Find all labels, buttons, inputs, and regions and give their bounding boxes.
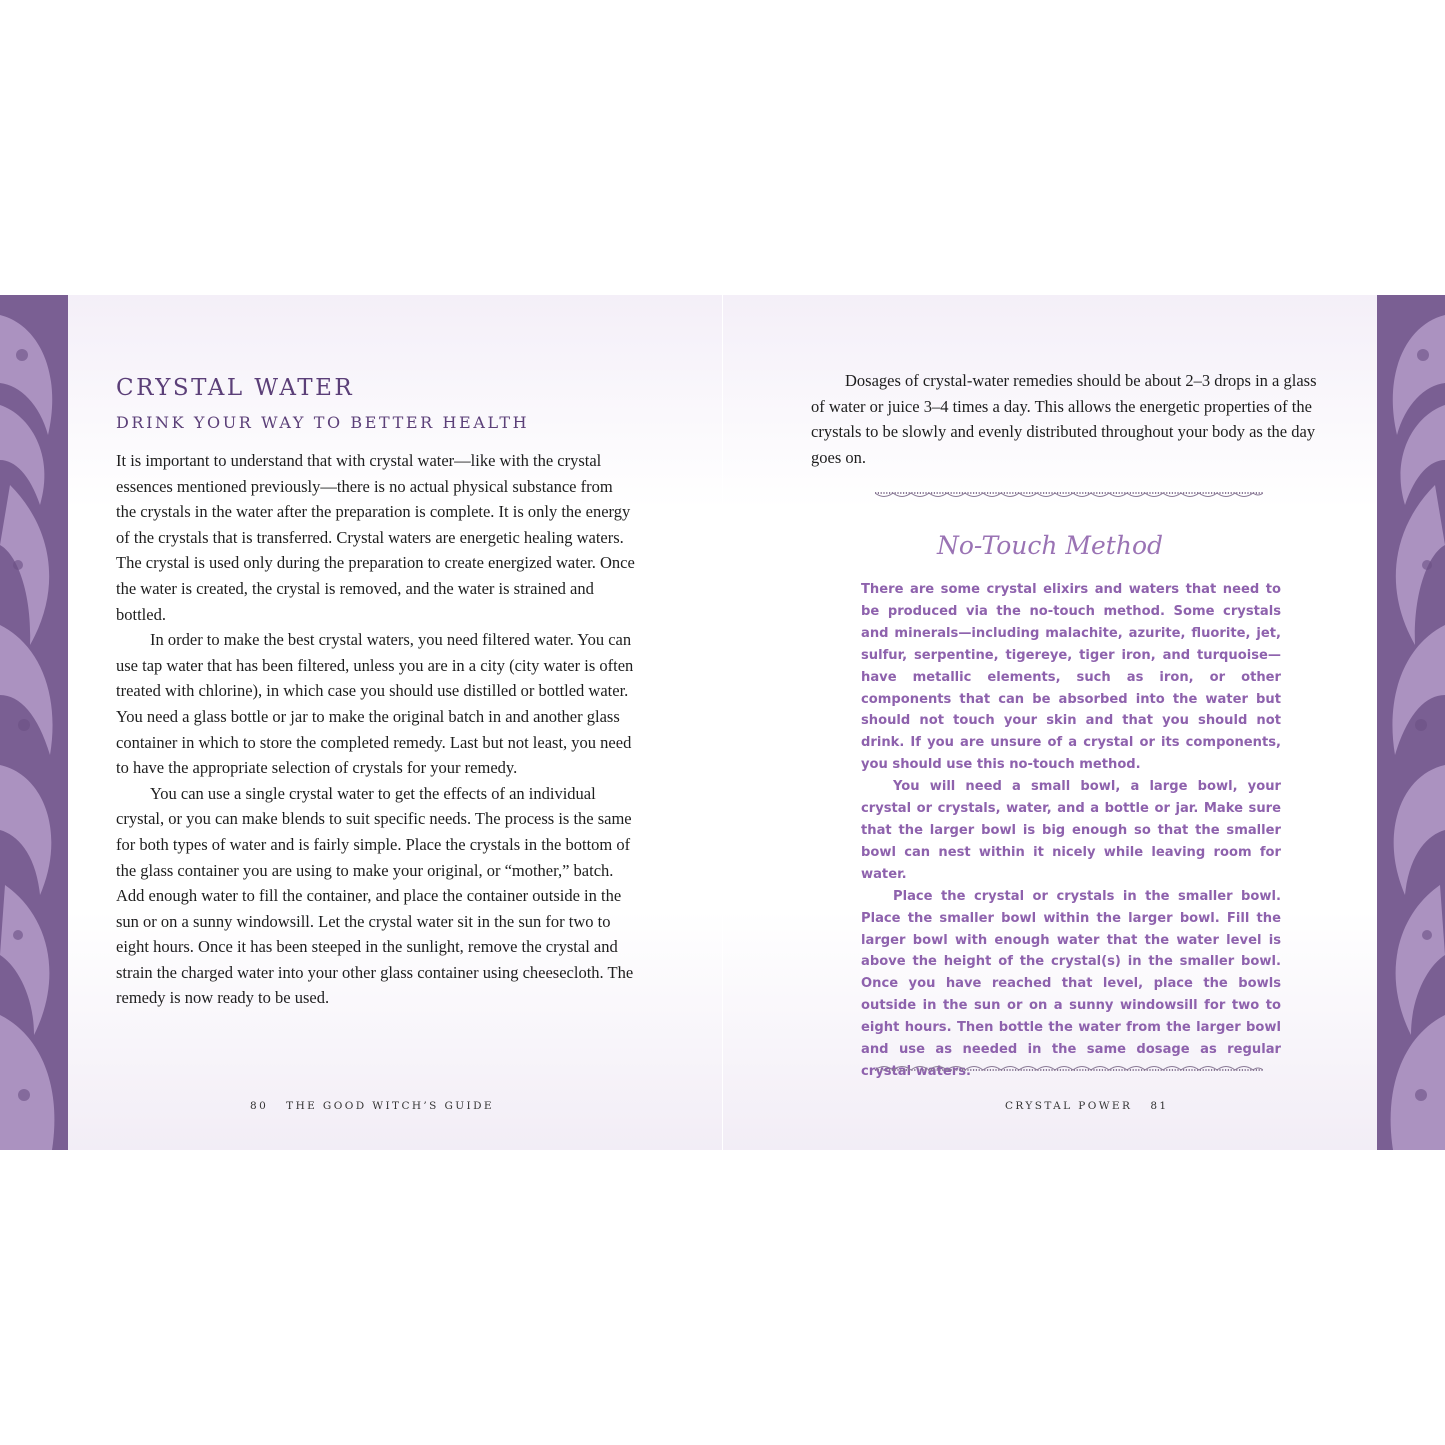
sidebar-paragraph: There are some crystal elixirs and waters that need to be produced via the no-touch method. Some crystals and minerals—including malachite, azurite, fluorite, jet, sulfur, serpentine, tigereye, tiger iron, and turquoise—have metallic elements, such as iron, or other components that can be absorbed into the water but should not touch your skin and that you should not drink. If you are unsure of a crystal or its components, you should use this no-touch method.: [861, 582, 1281, 773]
sidebar-paragraph: You will need a small bowl, a large bowl, your crystal or crystals, water, and a bottle or jar. Make sure that the larger bowl is big enough so that the smaller bowl can nest within it nicely while leaving room for water.: [861, 779, 1281, 882]
body-paragraph: Dosages of crystal-water remedies should be about 2–3 drops in a glass of water or juice 3–4 times a day. This allows the energetic properties of the crystals to be slowly and evenly distributed throughout your body as the day goes on.: [811, 371, 1317, 467]
left-body-text: [116, 448, 636, 1011]
leaf-pattern-left: [0, 295, 68, 1150]
body-paragraph: In order to make the best crystal waters, you need filtered water. You can use tap water that has been filtered, unless you are in a city (city water is often treated with chlorine), in which case you should use distilled or bottled water. You need a glass bottle or jar to make the original batch in and another glass container in which to store the completed remedy. Last but not least, you need to have the appropriate selection of crystals for your remedy.: [116, 630, 634, 778]
leaf-pattern-right: [1377, 295, 1445, 1150]
right-body-text: [811, 368, 1331, 470]
page-number: 81: [1150, 1100, 1169, 1112]
sidebar-body: [861, 579, 1281, 1083]
left-page: [68, 295, 722, 1150]
running-head: THE GOOD WITCH’S GUIDE: [286, 1100, 494, 1112]
sidebar-title: No-Touch Method: [936, 531, 1163, 560]
right-decorative-band: [1377, 295, 1445, 1150]
right-page: [723, 295, 1377, 1150]
right-folio: [987, 1100, 1168, 1112]
page-title: CRYSTAL WATER: [116, 375, 355, 401]
body-paragraph: It is important to understand that with crystal water—like with the crystal essences mentioned previously—there is no actual physical substance from the crystals in the water after the preparation is complete. It is only the energy of the crystals that is transferred. Crystal waters are energetic healing waters. The crystal is used only during the preparation to create energized water. Once the water is created, the crystal is removed, and the water is strained and bottled.: [116, 451, 635, 624]
page-number: 80: [250, 1100, 269, 1112]
book-spread: [0, 295, 1445, 1150]
left-decorative-band: [0, 295, 68, 1150]
sidebar-paragraph: Place the crystal or crystals in the smaller bowl. Place the smaller bowl within the larger bowl. Fill the larger bowl with enough water that the water level is above the height of the crystal(s) in the smaller bowl. Once you have reached that level, place the bowls outside in the sun or on a sunny windowsill for two to eight hours. Then bottle the water from the larger bowl and use as needed in the same dosage as regular crystal waters.: [861, 888, 1281, 1079]
left-folio: [250, 1100, 512, 1112]
sidebar-divider-top: [875, 490, 1263, 502]
running-head: CRYSTAL POWER: [1005, 1100, 1133, 1112]
page-subtitle: DRINK YOUR WAY TO BETTER HEALTH: [116, 413, 530, 432]
body-paragraph: You can use a single crystal water to get the effects of an individual crystal, or you can make blends to suit specific needs. The process is the same for both types of water and is fairly simple. Place the crystals in the bottom of the glass container you are using to make your original, or “mother,” batch. Add enough water to fill the container, and place the container outside in the sun or on a sunny windowsill. Let the crystal water sit in the sun for two to eight hours. Once it has been steeped in the sunlight, remove the crystal and strain the charged water into your other glass container using cheesecloth. The remedy is now ready to be used.: [116, 783, 634, 1008]
sidebar-divider-bottom: [875, 1062, 1263, 1074]
